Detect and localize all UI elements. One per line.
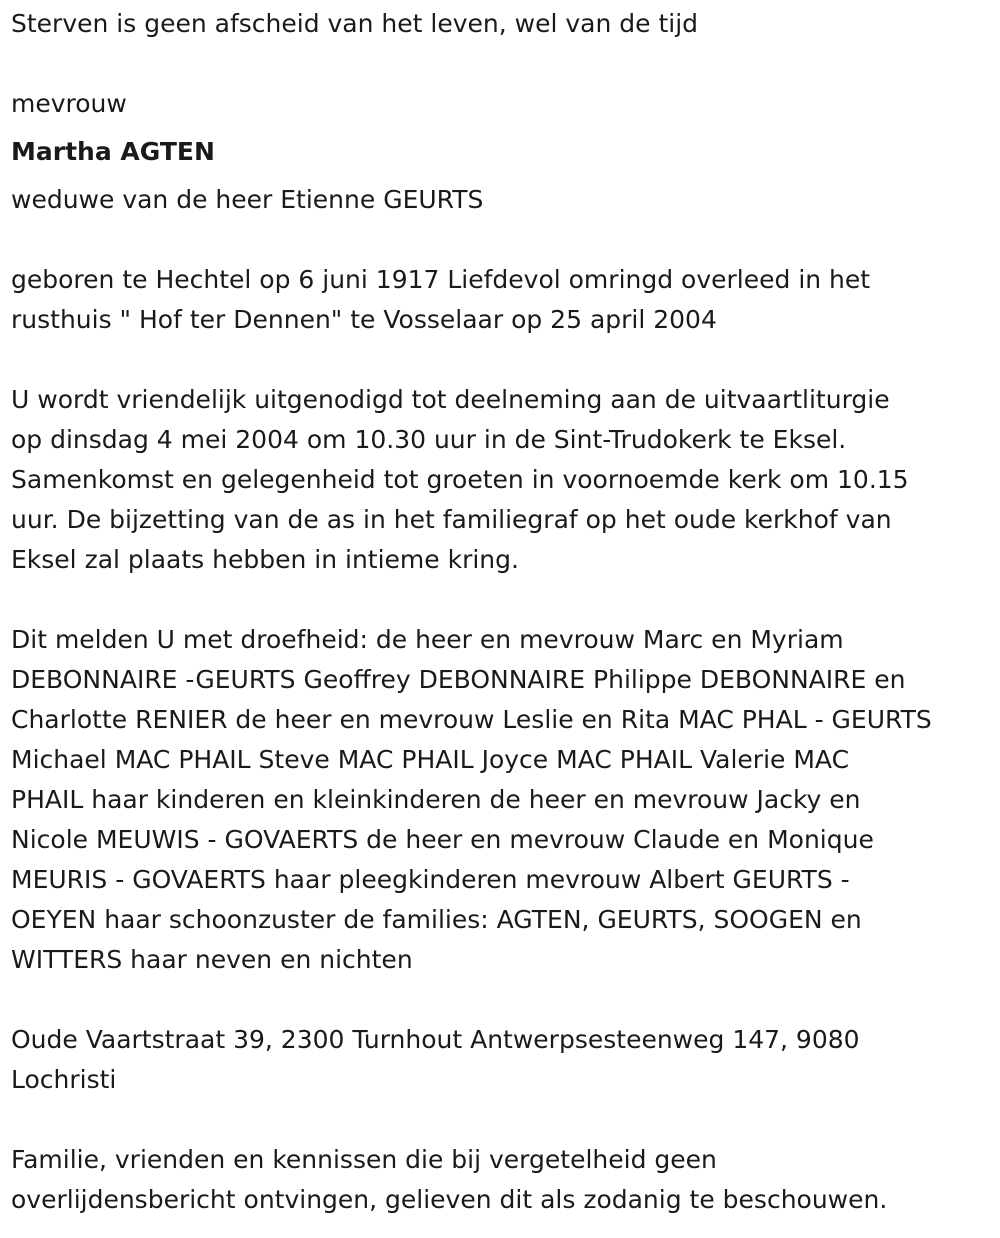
addresses-paragraph [11, 1020, 996, 1100]
announcement-line: OEYEN haar schoonzuster de families: AGTEN, GEURTS, SOOGEN en [11, 905, 862, 934]
spacer [11, 980, 996, 1020]
announcement-line: Dit melden U met droefheid: de heer en mevrouw Marc en Myriam [11, 625, 844, 654]
spacer [11, 1100, 996, 1140]
birth-death-line: rusthuis " Hof ter Dennen" te Vosselaar op 25 april 2004 [11, 305, 717, 334]
closing-paragraph [11, 1140, 996, 1220]
relation [11, 180, 996, 220]
invitation-line: uur. De bijzetting van de as in het familiegraf op het oude kerkhof van [11, 505, 892, 534]
spacer [11, 172, 996, 180]
deceased-name [11, 132, 996, 172]
announcement-line: DEBONNAIRE -GEURTS Geoffrey DEBONNAIRE Philippe DEBONNAIRE en [11, 665, 906, 694]
invitation-line: Eksel zal plaats hebben in intieme kring. [11, 545, 519, 574]
closing-line: Familie, vrienden en kennissen die bij vergetelheid geen [11, 1145, 717, 1174]
motto [11, 4, 996, 44]
deceased-name-line: Martha AGTEN [11, 137, 215, 166]
announcement-line: PHAIL haar kinderen en kleinkinderen de heer en mevrouw Jacky en [11, 785, 861, 814]
invitation-line: U wordt vriendelijk uitgenodigd tot deelneming aan de uitvaartliturgie [11, 385, 890, 414]
announcement-line: Michael MAC PHAIL Steve MAC PHAIL Joyce MAC PHAIL Valerie MAC [11, 745, 850, 774]
invitation-paragraph [11, 380, 996, 580]
announcement-line: WITTERS haar neven en nichten [11, 945, 413, 974]
address-line: Lochristi [11, 1065, 117, 1094]
spacer [11, 124, 996, 132]
salutation-line: mevrouw [11, 89, 127, 118]
spacer [11, 580, 996, 620]
announcement-line: Charlotte RENIER de heer en mevrouw Leslie en Rita MAC PHAL - GEURTS [11, 705, 932, 734]
announcement-line: Nicole MEUWIS - GOVAERTS de heer en mevrouw Claude en Monique [11, 825, 874, 854]
spacer [11, 340, 996, 380]
salutation [11, 84, 996, 124]
announcement-line: MEURIS - GOVAERTS haar pleegkinderen mevrouw Albert GEURTS - [11, 865, 850, 894]
invitation-line: Samenkomst en gelegenheid tot groeten in voornoemde kerk om 10.15 [11, 465, 909, 494]
spacer [11, 44, 996, 84]
spacer [11, 220, 996, 260]
birth-death-paragraph [11, 260, 996, 340]
announcement-paragraph [11, 620, 996, 980]
closing-line: overlijdensbericht ontvingen, gelieven dit als zodanig te beschouwen. [11, 1185, 888, 1214]
invitation-line: op dinsdag 4 mei 2004 om 10.30 uur in de Sint-Trudokerk te Eksel. [11, 425, 847, 454]
obituary-document [11, 4, 996, 1220]
address-line: Oude Vaartstraat 39, 2300 Turnhout Antwerpsesteenweg 147, 9080 [11, 1025, 860, 1054]
motto-line: Sterven is geen afscheid van het leven, wel van de tijd [11, 9, 699, 38]
relation-line: weduwe van de heer Etienne GEURTS [11, 185, 484, 214]
birth-death-line: geboren te Hechtel op 6 juni 1917 Liefdevol omringd overleed in het [11, 265, 871, 294]
